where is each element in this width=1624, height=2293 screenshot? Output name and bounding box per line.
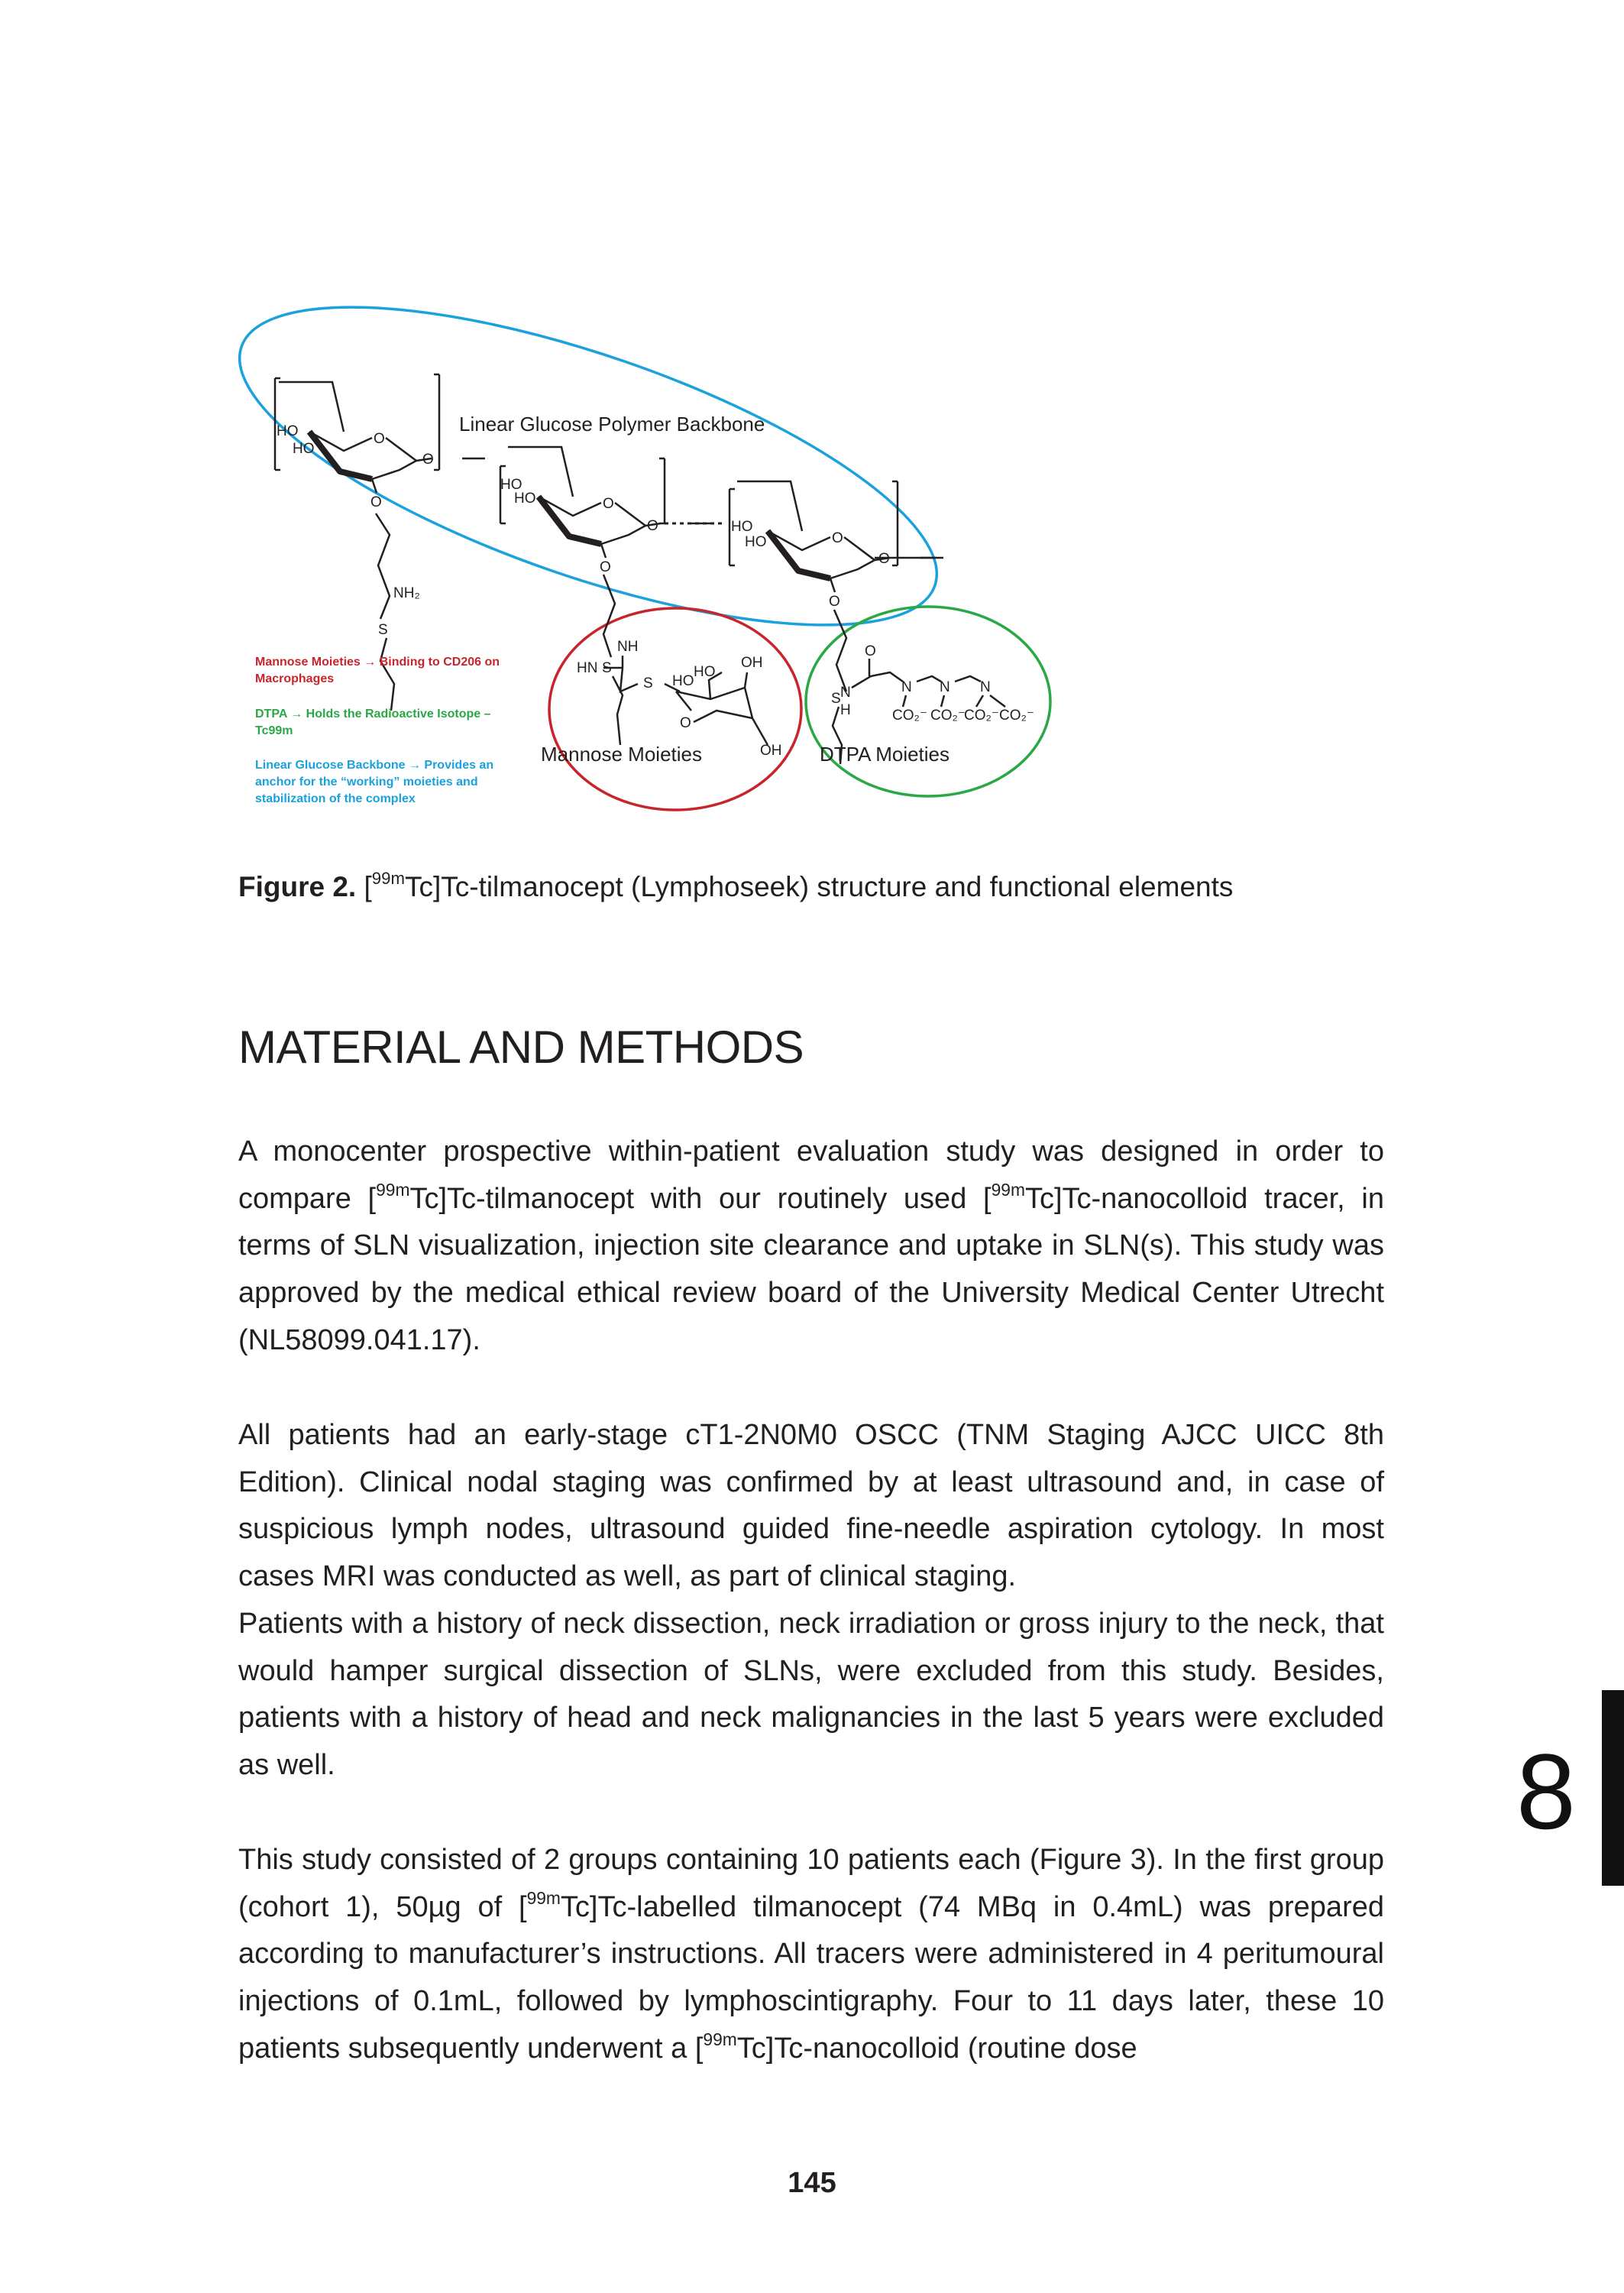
legend-backbone-line1: Linear Glucose Backbone → Provides an — [255, 759, 494, 772]
svg-text:N: N — [980, 679, 991, 695]
sulfur-label: S — [378, 622, 388, 638]
svg-text:CO₂⁻: CO₂⁻ — [964, 708, 999, 724]
svg-text:NH: NH — [617, 639, 639, 655]
svg-text:O: O — [422, 452, 434, 468]
svg-text:H: H — [840, 702, 851, 718]
mannose-circle — [549, 608, 801, 810]
figure-2-tilmanocept-structure — [0, 0, 1624, 840]
svg-text:N: N — [940, 679, 950, 695]
chapter-number: 8 — [1516, 1731, 1576, 1851]
svg-text:O: O — [370, 494, 382, 510]
svg-text:HO: HO — [672, 673, 694, 689]
svg-text:HO: HO — [731, 519, 753, 535]
mannose-structure — [577, 639, 782, 759]
chapter-tab-bar — [1602, 1690, 1624, 1886]
svg-text:CO₂⁻: CO₂⁻ — [999, 708, 1034, 724]
figure-caption: Figure 2. [$^{99m}$Tc]Tc-tilmanocept (Lymphoseek) structure and functional elements — [238, 869, 1234, 902]
figure-legend — [255, 656, 500, 805]
svg-text:O: O — [680, 715, 691, 731]
svg-text:O: O — [865, 643, 876, 659]
legend-backbone-line3: stabilization of the complex — [255, 792, 416, 805]
svg-text:CO₂⁻: CO₂⁻ — [892, 708, 927, 724]
svg-text:O: O — [600, 559, 611, 575]
svg-text:HO: HO — [293, 441, 315, 457]
paragraph-exclusion: Patients with a history of neck dissection, neck irradiation or gross injury to the neck, that would hamper surgical dissection of SLNs, were excluded from this study. Besides, patients with a history of head and neck malignancies in the last 5 years were excluded as well. — [238, 1607, 1384, 1781]
svg-text:O: O — [878, 551, 890, 567]
svg-text:O: O — [374, 431, 385, 447]
glucose-unit-3 — [730, 481, 943, 610]
figure-label: Figure 2. — [238, 871, 357, 902]
paragraph-inclusion: All patients had an early-stage cT1-2N0M0 OSCC (TNM Staging AJCC UICC 8th Edition). Clinical nodal staging was confirmed by at least ultrasound and, in case of suspicious lymph nodes, ultrasound guided fine-needle aspiration cytology. In most cases MRI was conducted as well, as part of clinical staging. — [238, 1419, 1384, 1593]
paragraph-study-design: A monocenter prospective within-patient evaluation study was designed in order to compare [$^{99m}$Tc]Tc-tilmanocept with our routinely used [$^{99m}$Tc]Tc-nanocolloid tracer, in terms of SLN visualization, injection site clearance and uptake in SLN(s). This study was approved by the medical ethical review board of the University Medical Center Utrecht (NL58099.041.17). — [238, 1135, 1384, 1356]
legend-dtpa-line1: DTPA → Holds the Radioactive Isotope – — [255, 708, 491, 721]
svg-text:OH: OH — [760, 743, 782, 759]
legend-backbone-line2: anchor for the “working” moieties and — [255, 776, 478, 789]
svg-text:OH: OH — [741, 655, 763, 671]
svg-text:S: S — [643, 675, 653, 691]
section-title: MATERIAL AND METHODS — [238, 1022, 804, 1073]
legend-mannose-line2: Macrophages — [255, 672, 335, 685]
backbone-ellipse — [205, 242, 971, 691]
glucose-unit-1 — [275, 374, 485, 510]
glucose-unit-2 — [500, 447, 714, 575]
svg-text:HO: HO — [694, 664, 716, 680]
svg-text:N: N — [901, 679, 912, 695]
svg-text:S: S — [831, 691, 841, 707]
svg-text:HO: HO — [514, 491, 536, 507]
svg-text:O: O — [647, 518, 658, 534]
svg-text:O: O — [603, 496, 614, 512]
svg-text:S: S — [602, 660, 612, 676]
svg-text:O: O — [832, 530, 843, 546]
page-number: 145 — [788, 2167, 836, 2199]
paragraph-patients — [238, 1412, 1384, 1789]
dtpa-circle — [806, 607, 1050, 796]
svg-text:HO: HO — [745, 534, 767, 550]
dtpa-structure — [840, 643, 1034, 724]
amine-label: NH₂ — [393, 585, 420, 601]
legend-mannose-line1: Mannose Moieties → Binding to CD206 on — [255, 656, 500, 669]
svg-text:O: O — [829, 594, 840, 610]
mannose-label: Mannose Moieties — [541, 743, 702, 766]
svg-text:HN: HN — [577, 660, 598, 676]
svg-text:HO: HO — [500, 477, 522, 493]
svg-text:HO: HO — [277, 423, 299, 439]
dtpa-label: DTPA Moieties — [820, 743, 950, 766]
paragraph-cohorts: This study consisted of 2 groups containing 10 patients each (Figure 3). In the first group (cohort 1), 50µg of [$^{99m}$Tc]Tc-labelled tilmanocept (74 MBq in 0.4mL) was prepared according to manufacturer’s instructions. All tracers were administered in 4 peritumoural injections of 0.1mL, followed by lymphoscintigraphy. Four to 11 days later, these 10 patients subsequently underwent a [$^{99m}$Tc]Tc-nanocolloid (routine dose — [238, 1844, 1384, 2065]
backbone-label: Linear Glucose Polymer Backbone — [459, 413, 765, 436]
svg-text:CO₂⁻: CO₂⁻ — [930, 708, 966, 724]
svg-text:N: N — [840, 685, 851, 701]
legend-dtpa-line2: Tc99m — [255, 724, 293, 737]
